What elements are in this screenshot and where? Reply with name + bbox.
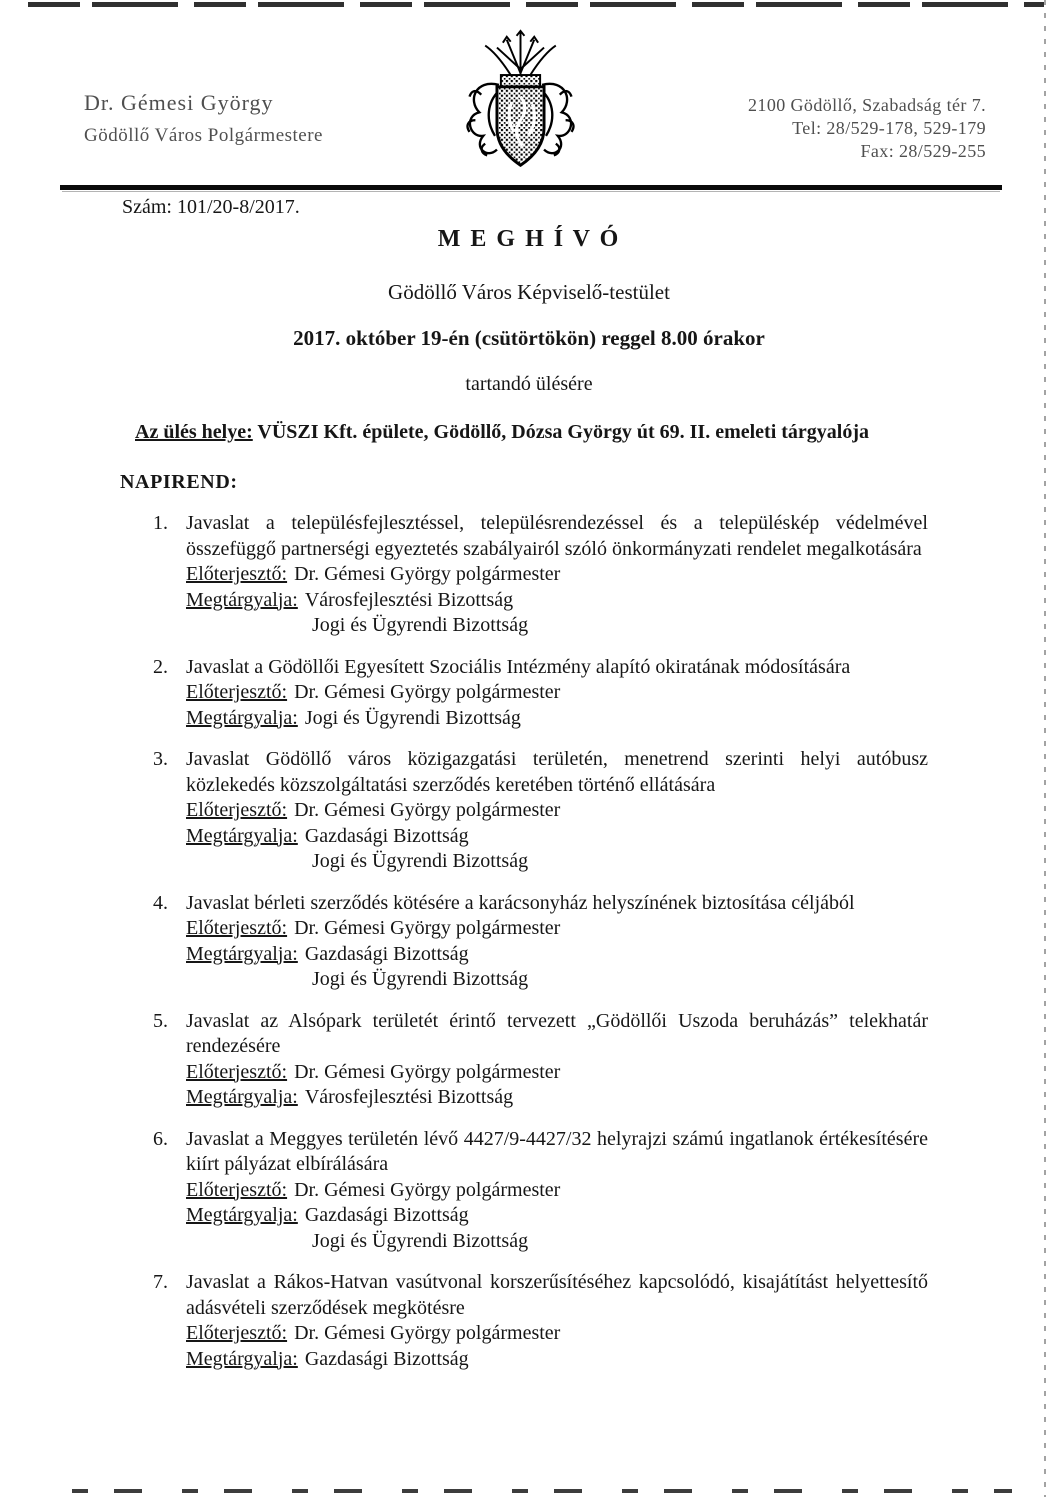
document-title: M E G H Í V Ó [437,226,621,252]
committee-line [186,588,928,614]
datetime-line: 2017. október 19-én (csütörtökön) reggel 8.00 órakor [293,326,765,350]
agenda-item-title: Javaslat a településfejlesztéssel, településrendezéssel és a településkép védelmével összefüggő partnerségi egyeztetés szabályairól szóló önkormányzati rendelet megalkotására [186,512,928,560]
agenda-item-title: Javaslat a Meggyes területén lévő 4427/9-4427/32 helyrajzi számú ingatlanok értékesítésére kiírt pályázat elbírálására [186,1127,928,1175]
contact-fax: Fax: 28/529-255 [860,141,986,161]
committee-line [186,942,928,968]
contact-phone: Tel: 28/529-178, 529-179 [792,118,986,138]
committee-line [186,1085,928,1111]
presenter-label: Előterjesztő: [186,1178,288,1201]
agenda-item [153,1009,928,1111]
presenter-name: Dr. Gémesi György polgármester [294,1322,561,1344]
header-divider [60,185,1002,190]
agenda-item-title: Javaslat Gödöllő város közigazgatási területén, menetrend szerinti helyi autóbusz közlekedés közszolgáltatási szerződés keretében történő ellátására [186,748,928,796]
contact-block [748,94,986,163]
agenda-item-number: 1. [153,512,168,534]
committee-name: Jogi és Ügyrendi Bizottság [304,706,521,729]
presenter-line [186,916,928,942]
committee-name-secondary: Jogi és Ügyrendi Bizottság [312,614,529,636]
agenda-item-title: Javaslat a Gödöllői Egyesített Szociális Intézmény alapító okiratának módosítására [186,655,851,678]
presenter-label: Előterjesztő: [186,563,288,585]
agenda-item-number: 7. [153,1271,168,1293]
agenda-item-title: Javaslat az Alsópark területét érintő tervezett „Gödöllői Uszoda beruházás” telekhatár rendezésére [186,1009,928,1057]
committee-name-secondary: Jogi és Ügyrendi Bizottság [312,850,529,872]
agenda-item-number: 5. [153,1009,168,1032]
sender-block [84,90,323,147]
agenda-item [153,1127,928,1255]
committee-name: Gazdasági Bizottság [304,942,469,965]
presenter-line [186,1060,928,1086]
scan-bottom-edge-artifact [72,1489,1012,1493]
presenter-name: Dr. Gémesi György polgármester [294,917,561,939]
agenda-item-number: 2. [153,655,168,678]
committee-name: Gazdasági Bizottság [304,1204,469,1226]
agenda-list [153,511,928,1372]
venue-line [135,421,925,444]
committee-name: Városfejlesztési Bizottság [304,588,514,611]
committee-line [186,1347,928,1373]
presenter-label: Előterjesztő: [186,917,288,939]
presenter-line [186,562,928,588]
committee-line [186,824,928,850]
committee-label: Megtárgyalja: [186,706,298,729]
contact-address: 2100 Gödöllő, Szabadság tér 7. [748,95,986,115]
committee-line [186,1203,928,1229]
agenda-item [153,1270,928,1372]
committee-name-secondary: Jogi és Ügyrendi Bizottság [312,968,529,990]
committee-label: Megtárgyalja: [186,824,298,847]
agenda-item-title: Javaslat bérleti szerződés kötésére a karácsonyház helyszínének biztosítása céljából [186,891,855,914]
sender-title: Gödöllő Város Polgármestere [84,125,323,146]
agenda-heading: NAPIREND: [120,471,238,493]
committee-label: Megtárgyalja: [186,942,298,965]
agenda-item [153,891,928,993]
presenter-line [186,1178,928,1204]
scan-top-edge-artifact [28,2,1044,7]
committee-label: Megtárgyalja: [186,588,298,611]
committee-name-secondary: Jogi és Ügyrendi Bizottság [312,1229,529,1252]
presenter-line [186,680,928,706]
presenter-line [186,798,928,824]
presenter-label: Előterjesztő: [186,1060,288,1083]
presenter-name: Dr. Gémesi György polgármester [294,1178,561,1201]
session-line: tartandó ülésére [465,373,593,395]
presenter-label: Előterjesztő: [186,799,288,821]
organization-line: Gödöllő Város Képviselő-testület [388,280,670,304]
agenda-item [153,655,928,732]
committee-name: Városfejlesztési Bizottság [304,1086,514,1108]
committee-label: Megtárgyalja: [186,1204,298,1226]
agenda-item [153,511,928,639]
document-body [0,196,1058,1388]
reference-number: Szám: 101/20-8/2017. [122,196,300,218]
agenda-item [153,747,928,875]
committee-line [186,706,928,732]
committee-label: Megtárgyalja: [186,1347,298,1370]
presenter-label: Előterjesztő: [186,681,288,703]
presenter-name: Dr. Gémesi György polgármester [294,1060,561,1083]
agenda-item-number: 3. [153,748,168,770]
sender-name: Dr. Gémesi György [84,90,274,115]
presenter-name: Dr. Gémesi György polgármester [294,681,561,703]
agenda-item-number: 6. [153,1127,168,1150]
committee-name: Gazdasági Bizottság [304,824,469,847]
agenda-item-title: Javaslat a Rákos-Hatvan vasútvonal korszerűsítéséhez kapcsolódó, kisajátítást helyettesítő adásvételi szerződések megkötésre [186,1271,928,1319]
coat-of-arms-icon [438,26,603,183]
presenter-name: Dr. Gémesi György polgármester [294,799,561,821]
agenda-item-number: 4. [153,891,168,914]
committee-name: Gazdasági Bizottság [304,1347,469,1370]
presenter-label: Előterjesztő: [186,1322,288,1344]
committee-label: Megtárgyalja: [186,1086,298,1108]
venue-label: Az ülés helye: [135,421,253,443]
venue-text: VÜSZI Kft. épülete, Gödöllő, Dózsa György út 69. II. emeleti tárgyalója [257,421,870,443]
presenter-line [186,1321,928,1347]
presenter-name: Dr. Gémesi György polgármester [294,563,561,585]
